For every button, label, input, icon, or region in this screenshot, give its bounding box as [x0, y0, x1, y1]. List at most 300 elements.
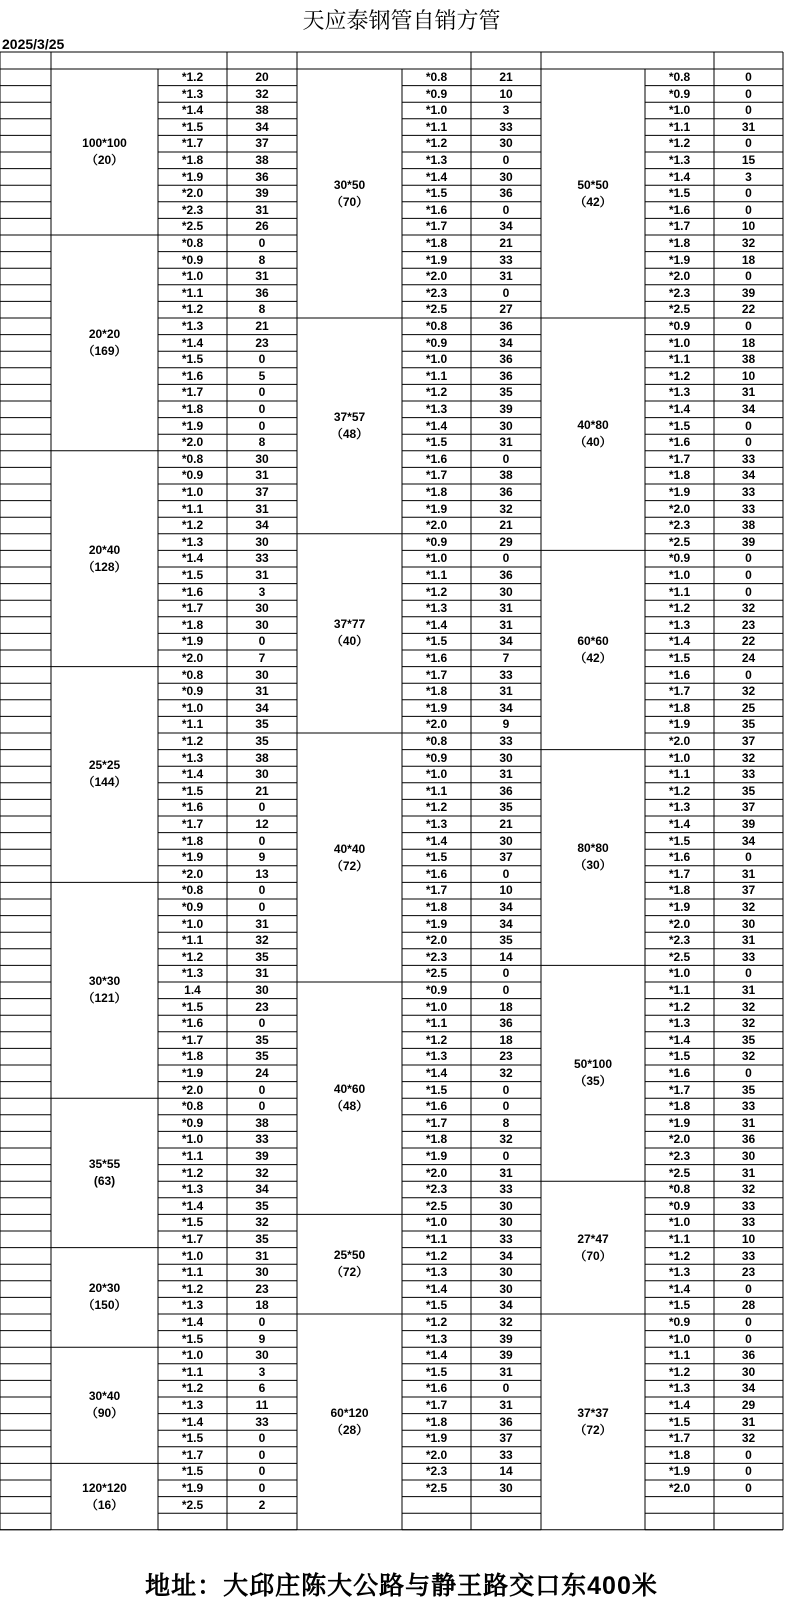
spec-total: （30）: [574, 858, 612, 873]
quantity-cell: 2: [258, 1497, 266, 1512]
quantity-cell: 32: [741, 1016, 756, 1031]
quantity-cell: 0: [745, 1481, 752, 1495]
thickness-cell: *2.0: [181, 435, 204, 450]
thickness-cell: *1.2: [181, 1281, 204, 1296]
row-name-cell: [0, 849, 51, 866]
thickness-cell: *0.9: [181, 900, 204, 914]
quantity-cell: 34: [499, 700, 513, 715]
row-name-cell: [0, 1397, 51, 1414]
row-name-cell: [0, 467, 51, 484]
quantity-cell: 33: [499, 734, 513, 748]
quantity-cell: 32: [255, 933, 269, 948]
thickness-cell: *2.0: [668, 1481, 691, 1495]
thickness-cell: *2.3: [425, 1182, 448, 1197]
thickness-cell: *0.8: [425, 319, 448, 333]
row-name-cell: [0, 766, 51, 783]
quantity-cell: 31: [255, 269, 269, 284]
thickness-cell: *1.5: [181, 568, 204, 582]
thickness-cell: *0.9: [668, 551, 691, 566]
thickness-cell: *0.8: [668, 70, 691, 84]
row-name-cell: [0, 733, 51, 750]
quantity-cell: 10: [741, 219, 756, 234]
quantity-cell: 39: [255, 1149, 269, 1163]
thickness-cell: *2.0: [425, 933, 448, 948]
row-name-cell: [0, 401, 51, 418]
spec-size: 27*47: [577, 1231, 609, 1246]
thickness-cell: *2.0: [181, 1082, 204, 1097]
thickness-cell: *1.8: [425, 1414, 448, 1429]
quantity-cell: 6: [258, 1381, 266, 1396]
thickness-cell: *1.2: [668, 368, 691, 383]
quantity-cell: 18: [255, 1298, 269, 1313]
row-name-cell: [0, 102, 51, 119]
row-name-cell: [0, 318, 51, 335]
thickness-cell: *2.0: [425, 1165, 448, 1180]
quantity-cell: 32: [255, 1165, 269, 1180]
spec-total: （16）: [85, 1497, 124, 1512]
spec-group-cell: [541, 965, 645, 1181]
quantity-cell: 0: [258, 385, 266, 400]
thickness-cell: *2.0: [181, 651, 204, 665]
thickness-cell: *1.9: [181, 850, 204, 865]
quantity-cell: 35: [499, 800, 513, 815]
spec-group-cell: [297, 318, 402, 534]
quantity-cell: 33: [741, 949, 756, 964]
thickness-cell: *1.2: [181, 949, 204, 964]
quantity-cell: 35: [255, 734, 269, 748]
row-name-cell: [0, 683, 51, 700]
thickness-cell: *1.9: [181, 418, 204, 433]
spec-group-cell: [51, 69, 158, 235]
thickness-cell: *1.1: [668, 983, 691, 997]
thickness-cell: *1.5: [668, 418, 691, 433]
thickness-cell: *1.7: [668, 684, 691, 699]
thickness-cell: *1.7: [181, 1232, 204, 1246]
spec-size: 60*120: [330, 1405, 369, 1420]
quantity-cell: 32: [741, 1431, 756, 1446]
thickness-cell: 1.4: [184, 983, 201, 997]
spec-size: 80*80: [577, 841, 609, 856]
quantity-cell: 31: [499, 684, 513, 699]
thickness-cell: *2.0: [425, 717, 448, 732]
quantity-cell: 32: [741, 750, 756, 765]
quantity-cell: 0: [502, 966, 510, 981]
thickness-cell: *1.0: [668, 335, 691, 350]
quantity-cell: 30: [255, 1348, 269, 1363]
quantity-cell: 9: [258, 1331, 266, 1346]
thickness-cell: *2.3: [668, 285, 691, 300]
quantity-cell: 31: [255, 468, 269, 483]
spec-total: （28）: [330, 1422, 369, 1437]
spec-size: 37*77: [333, 617, 366, 632]
thickness-cell: *1.3: [425, 1049, 448, 1064]
thickness-cell: *1.5: [425, 1082, 448, 1097]
quantity-cell: 31: [741, 119, 756, 134]
thickness-cell: *1.8: [181, 153, 204, 167]
quantity-cell: 21: [255, 319, 269, 333]
spec-total: （48）: [330, 426, 369, 441]
quantity-cell: 0: [745, 269, 752, 284]
quantity-cell: 30: [255, 451, 269, 466]
thickness-cell: *1.0: [668, 568, 691, 582]
spec-total: (63): [93, 1173, 116, 1188]
quantity-cell: 34: [499, 1298, 513, 1313]
thickness-cell: *1.9: [181, 1066, 204, 1080]
row-name-cell: [0, 1231, 51, 1248]
thickness-cell: *2.0: [181, 866, 204, 881]
quantity-cell: 31: [255, 202, 269, 217]
row-name-cell: [0, 418, 51, 435]
quantity-cell: 34: [741, 402, 756, 416]
thickness-cell: [645, 1497, 714, 1514]
quantity-cell: 33: [499, 1232, 513, 1246]
quantity-cell: 32: [255, 86, 269, 101]
thickness-cell: *1.6: [425, 202, 448, 217]
thickness-cell: *1.3: [425, 817, 448, 831]
thickness-cell: *0.9: [668, 319, 691, 333]
thickness-cell: *0.8: [181, 236, 204, 250]
thickness-cell: *1.8: [668, 700, 691, 715]
quantity-cell: 34: [255, 119, 269, 134]
quantity-cell: 22: [741, 634, 756, 649]
quantity-cell: 30: [499, 1215, 513, 1230]
quantity-cell: 32: [741, 684, 756, 699]
thickness-cell: *1.9: [425, 916, 448, 931]
spec-size: 30*30: [88, 974, 121, 989]
row-name-cell: [0, 650, 51, 667]
thickness-cell: *1.3: [181, 966, 204, 981]
quantity-cell: 31: [741, 385, 756, 400]
spec-size: 60*60: [577, 633, 609, 648]
quantity-cell: 31: [499, 1398, 513, 1412]
quantity-cell: 34: [741, 833, 756, 848]
row-name-cell: [0, 1115, 51, 1132]
thickness-cell: *1.3: [668, 617, 691, 632]
quantity-cell: 21: [499, 236, 513, 250]
thickness-cell: *1.2: [668, 999, 691, 1014]
spec-group-cell: [541, 550, 645, 749]
thickness-cell: *0.9: [425, 335, 448, 350]
thickness-cell: *1.0: [425, 551, 448, 566]
quantity-cell: 18: [741, 252, 756, 267]
quantity-cell: 35: [741, 783, 756, 798]
spec-size: 20*20: [88, 326, 121, 341]
quantity-cell: 33: [741, 767, 756, 782]
quantity-cell: 36: [741, 1132, 756, 1147]
thickness-cell: *1.9: [425, 700, 448, 715]
spec-group-cell: [541, 1314, 645, 1530]
thickness-cell: *1.7: [181, 817, 204, 831]
spec-total: （42）: [574, 194, 612, 209]
quantity-cell: 8: [258, 252, 266, 267]
quantity-cell: 30: [499, 833, 513, 848]
row-name-cell: [0, 1414, 51, 1431]
quantity-cell: 36: [255, 285, 269, 300]
thickness-cell: *1.4: [668, 817, 691, 831]
spec-size: 25*50: [333, 1248, 366, 1263]
thickness-cell: *1.0: [181, 1132, 204, 1147]
quantity-cell: 0: [258, 1016, 266, 1031]
quantity-cell: 0: [258, 634, 266, 649]
thickness-cell: *2.3: [668, 1149, 691, 1163]
thickness-cell: *1.1: [668, 584, 691, 599]
quantity-cell: 9: [502, 717, 510, 732]
thickness-cell: *1.9: [425, 501, 448, 516]
thickness-cell: *1.5: [181, 1464, 204, 1479]
quantity-cell: 31: [741, 983, 756, 997]
thickness-cell: *2.5: [181, 1497, 204, 1512]
thickness-cell: *1.1: [181, 501, 204, 516]
quantity-cell: 26: [255, 219, 269, 234]
thickness-cell: *1.6: [181, 584, 204, 599]
thickness-cell: *2.3: [425, 1464, 448, 1479]
header-name: [0, 52, 51, 69]
thickness-cell: *2.0: [668, 734, 691, 748]
row-name-cell: [0, 1065, 51, 1082]
quantity-cell: 0: [258, 236, 266, 250]
thickness-cell: *1.6: [668, 435, 691, 450]
quantity-cell: 25: [741, 700, 756, 715]
thickness-cell: *1.9: [668, 1115, 691, 1130]
thickness-cell: *1.6: [668, 850, 691, 865]
quantity-cell: 10: [741, 368, 756, 383]
quantity-cell: 36: [499, 319, 513, 333]
thickness-cell: *1.6: [425, 451, 448, 466]
thickness-cell: *1.0: [181, 916, 204, 931]
thickness-cell: *2.3: [425, 285, 448, 300]
thickness-cell: *1.4: [181, 767, 204, 782]
thickness-cell: *1.8: [425, 900, 448, 914]
row-name-cell: [0, 949, 51, 966]
quantity-cell: 0: [258, 402, 266, 416]
quantity-cell: 31: [499, 269, 513, 284]
thickness-cell: *0.9: [425, 750, 448, 765]
row-name-cell: [0, 633, 51, 650]
quantity-cell: 30: [741, 916, 756, 931]
row-name-cell: [0, 351, 51, 368]
thickness-cell: *2.5: [668, 534, 691, 549]
thickness-cell: *1.7: [668, 1431, 691, 1446]
quantity-cell: 3: [502, 103, 510, 118]
quantity-cell: 33: [741, 501, 756, 516]
spec-total: （72）: [330, 858, 369, 873]
thickness-cell: *1.8: [668, 1447, 691, 1462]
quantity-cell: 35: [499, 385, 513, 400]
thickness-cell: *2.0: [425, 518, 448, 533]
quantity-cell: 34: [499, 900, 513, 914]
thickness-cell: *1.1: [181, 285, 204, 300]
quantity-cell: 30: [499, 1481, 513, 1495]
quantity-cell: 0: [745, 1464, 752, 1479]
thickness-cell: *1.5: [425, 435, 448, 450]
quantity-cell: 31: [741, 866, 756, 881]
row-name-cell: [0, 584, 51, 601]
thickness-cell: *1.4: [425, 1066, 448, 1080]
thickness-cell: *1.0: [181, 1248, 204, 1263]
quantity-cell: 30: [255, 1265, 269, 1280]
thickness-cell: *1.4: [425, 169, 448, 184]
thickness-cell: [645, 1513, 714, 1530]
thickness-cell: *1.5: [425, 1298, 448, 1313]
quantity-cell: 0: [502, 1381, 510, 1396]
thickness-cell: *1.8: [425, 1132, 448, 1147]
quantity-cell: 11: [255, 1398, 269, 1412]
quantity-cell: 30: [255, 767, 269, 782]
spec-size: 25*25: [88, 758, 121, 773]
thickness-cell: *1.3: [181, 750, 204, 765]
quantity-cell: 0: [502, 866, 510, 881]
thickness-cell: *1.2: [668, 1248, 691, 1263]
spec-size: 37*37: [577, 1405, 609, 1420]
quantity-cell: 3: [258, 584, 266, 599]
row-name-cell: [0, 235, 51, 252]
thickness-cell: *0.8: [668, 1182, 691, 1197]
quantity-cell: 0: [502, 451, 510, 466]
thickness-cell: *1.5: [425, 634, 448, 649]
thickness-cell: *1.4: [668, 402, 691, 416]
thickness-cell: *1.1: [181, 933, 204, 948]
row-name-cell: [0, 833, 51, 850]
thickness-cell: *1.3: [425, 153, 448, 167]
thickness-cell: *1.6: [425, 1099, 448, 1114]
quantity-cell: 35: [255, 1198, 269, 1213]
quantity-cell: 14: [499, 949, 513, 964]
thickness-cell: *1.0: [425, 103, 448, 118]
thickness-cell: *1.0: [668, 103, 691, 118]
thickness-cell: *1.1: [181, 1364, 204, 1379]
quantity-cell: 0: [502, 1082, 510, 1097]
quantity-cell: 31: [499, 601, 513, 616]
thickness-cell: *1.7: [425, 219, 448, 234]
thickness-cell: *1.3: [668, 1265, 691, 1280]
quantity-cell: 35: [255, 1032, 269, 1047]
quantity-cell: 35: [255, 949, 269, 964]
row-name-cell: [0, 866, 51, 883]
thickness-cell: *1.7: [668, 451, 691, 466]
thickness-cell: *1.9: [181, 169, 204, 184]
quantity-cell: 9: [258, 850, 266, 865]
thickness-cell: *1.0: [425, 767, 448, 782]
quantity-cell: 23: [255, 999, 269, 1014]
thickness-cell: *1.6: [668, 202, 691, 217]
quantity-cell: 36: [499, 368, 513, 383]
quantity-cell: 30: [499, 750, 513, 765]
quantity-cell: 23: [255, 335, 269, 350]
thickness-cell: *1.2: [425, 1248, 448, 1263]
thickness-cell: *1.9: [668, 485, 691, 499]
footer-address: 地址：大邱庄陈大公路与静王路交口东400米: [145, 1572, 658, 1600]
quantity-cell: 30: [255, 601, 269, 616]
thickness-cell: *1.2: [181, 734, 204, 748]
spec-total: （128）: [82, 559, 127, 574]
thickness-cell: *0.9: [425, 983, 448, 997]
thickness-cell: *1.8: [181, 617, 204, 632]
thickness-cell: *1.2: [425, 800, 448, 815]
quantity-cell: 0: [502, 153, 510, 167]
quantity-cell: 0: [258, 883, 266, 898]
spec-group-cell: [51, 1098, 158, 1247]
thickness-cell: *1.3: [425, 601, 448, 616]
quantity-cell: 36: [255, 169, 269, 184]
thickness-cell: *2.3: [668, 518, 691, 533]
quantity-cell: 34: [499, 1248, 513, 1263]
thickness-cell: *0.9: [181, 468, 204, 483]
thickness-cell: *1.5: [181, 999, 204, 1014]
thickness-cell: *1.1: [425, 1232, 448, 1246]
spec-total: （20）: [85, 153, 124, 167]
quantity-cell: 31: [255, 916, 269, 931]
quantity-cell: 39: [741, 534, 756, 549]
row-name-cell: [0, 135, 51, 152]
quantity-cell: 39: [255, 186, 269, 201]
quantity-cell: 0: [745, 1331, 752, 1346]
thickness-cell: *1.0: [425, 999, 448, 1014]
quantity-cell: 0: [258, 900, 266, 914]
quantity-cell: 36: [499, 1414, 513, 1429]
thickness-cell: *0.9: [668, 1315, 691, 1329]
header-spec: [297, 52, 471, 69]
quantity-cell: 29: [741, 1398, 756, 1412]
thickness-cell: *1.8: [181, 402, 204, 416]
row-name-cell: [0, 451, 51, 468]
quantity-cell: 32: [499, 1315, 513, 1329]
quantity-cell: 33: [741, 1099, 756, 1114]
thickness-cell: *1.3: [668, 153, 691, 167]
quantity-cell: 0: [745, 1315, 752, 1329]
quantity-cell: [227, 1513, 297, 1530]
quantity-cell: 0: [745, 1066, 752, 1080]
row-name-cell: [0, 617, 51, 634]
spec-group-cell: [541, 750, 645, 966]
thickness-cell: *1.4: [425, 1348, 448, 1363]
thickness-cell: *1.1: [425, 568, 448, 582]
thickness-cell: *1.5: [668, 833, 691, 848]
thickness-cell: *1.8: [668, 1099, 691, 1114]
quantity-cell: 32: [255, 1215, 269, 1230]
thickness-cell: *2.3: [668, 933, 691, 948]
quantity-cell: 0: [502, 1099, 510, 1114]
thickness-cell: *1.1: [425, 783, 448, 798]
thickness-cell: *1.5: [181, 1215, 204, 1230]
quantity-cell: 0: [258, 1082, 266, 1097]
quantity-cell: 20: [255, 70, 269, 84]
spec-size: 30*40: [88, 1389, 121, 1404]
quantity-cell: 10: [741, 1232, 756, 1246]
quantity-cell: 30: [499, 136, 513, 151]
quantity-cell: 33: [499, 252, 513, 267]
thickness-cell: *1.1: [668, 1232, 691, 1246]
quantity-cell: 30: [499, 1281, 513, 1296]
quantity-cell: 37: [255, 136, 269, 151]
quantity-cell: 0: [502, 1149, 510, 1163]
thickness-cell: *2.5: [425, 302, 448, 317]
thickness-cell: *0.9: [425, 86, 448, 101]
spec-total: （40）: [330, 634, 369, 649]
row-name-cell: [0, 882, 51, 899]
thickness-cell: *1.5: [181, 352, 204, 367]
quantity-cell: 23: [741, 1265, 756, 1280]
thickness-cell: *1.0: [181, 485, 204, 499]
quantity-cell: 31: [255, 1248, 269, 1263]
row-name-cell: [0, 501, 51, 518]
row-name-cell: [0, 1248, 51, 1265]
spec-total: （42）: [574, 650, 612, 665]
quantity-cell: 30: [499, 584, 513, 599]
thickness-cell: *1.5: [668, 1298, 691, 1313]
thickness-cell: *2.0: [181, 186, 204, 201]
quantity-cell: 0: [258, 1481, 266, 1495]
header-spec: [541, 52, 714, 69]
